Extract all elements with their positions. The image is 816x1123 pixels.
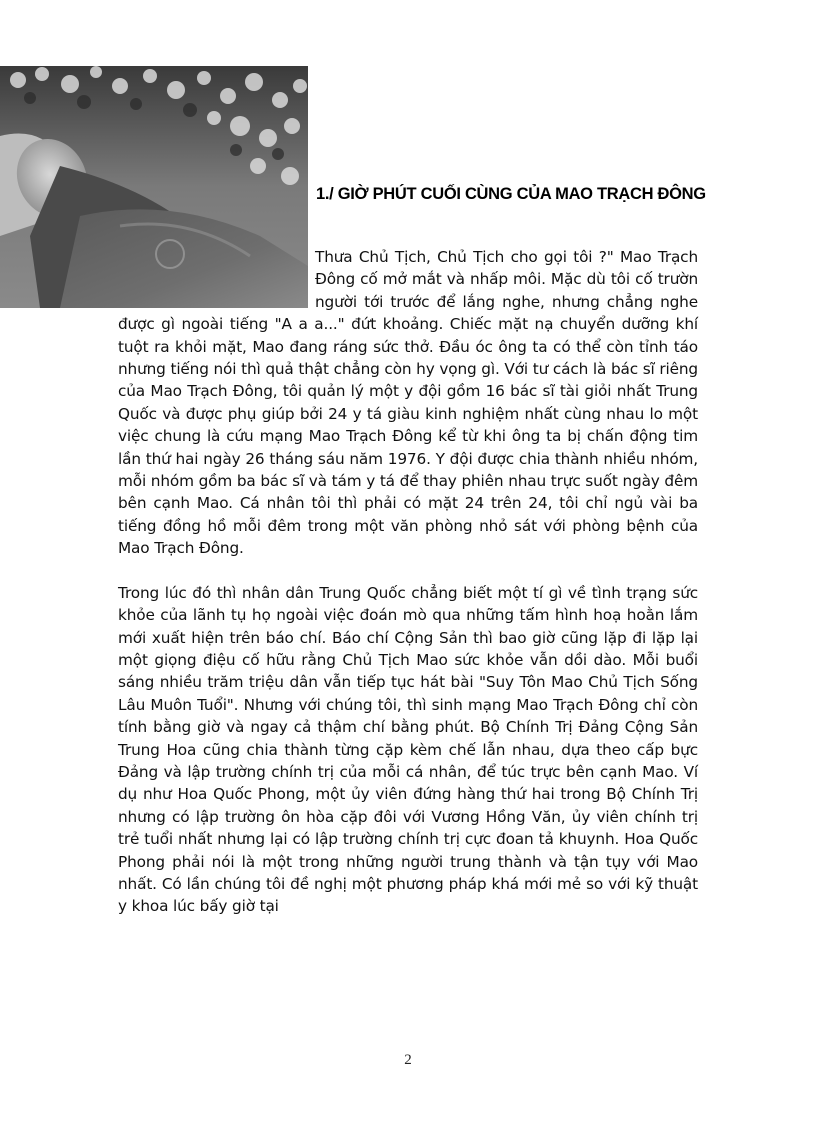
article-body <box>118 246 698 918</box>
paragraph: Trong lúc đó thì nhân dân Trung Quốc chẳng biết một tí gì về tình trạng sức khỏe của lãnh tụ họ ngoài việc đoán mò qua những tấm hình hoạ hoằn lắm mới xuất hiện trên báo chí. Báo chí Cộng Sản thì bao giờ cũng lặp đi lặp lại một giọng điệu cố hữu rằng Chủ Tịch Mao sức khỏe vẫn dồi dào. Mỗi buổi sáng nhiều trăm triệu dân vẫn tiếp tục hát bài "Suy Tôn Mao Chủ Tịch Sống Lâu Muôn Tuổi". Nhưng với chúng tôi, thì sinh mạng Mao Trạch Đông chỉ còn tính bằng giờ và ngay cả thậm chí bằng phút. Bộ Chính Trị Đảng Cộng Sản Trung Hoa cũng chia thành từng cặp kèm chế lẫn nhau, dựa theo cấp bực Đảng và lập trường chính trị của mỗi cá nhân, để túc trực bên cạnh Mao. Ví dụ như Hoa Quốc Phong, một ủy viên đứng hàng thứ hai trong Bộ Chính Trị nhưng có lập trường ôn hòa cặp đôi với Vương Hồng Văn, ủy viên chính trị trẻ tuổi nhất nhưng lại có lập trường chính trị cực đoan tả khuynh. Hoa Quốc Phong phải nói là một trong những người trung thành và tận tụy với Mao nhất. Có lần chúng tôi đề nghị một phương pháp khá mới mẻ so với kỹ thuật y khoa lúc bấy giờ tại <box>118 583 698 916</box>
page-title: 1./ GIỜ PHÚT CUỐI CÙNG CỦA MAO TRẠCH ĐÔNG <box>316 185 706 203</box>
photo-wrap-spacer <box>118 246 315 312</box>
paragraph: Thưa Chủ Tịch, Chủ Tịch cho gọi tôi ?" Mao Trạch Đông cố mở mắt và nhấp môi. Mặc dù tôi cố trườn người tới trước để lắng nghe, nhưng chẳng nghe được gì ngoài tiếng "A a a..." đứt khoảng. Chiếc mặt nạ chuyển dưỡng khí tuột ra khỏi mặt, Mao đang ráng sức thở. Đầu óc ông ta có thể còn tỉnh táo nhưng tiếng nói thì quả thật chẳng còn hy vọng gì. Với tư cách là bác sĩ riêng của Mao Trạch Đông, tôi quản lý một y đội gồm 16 bác sĩ tài giỏi nhất Trung Quốc và được phụ giúp bởi 24 y tá giàu kinh nghiệm nhất cùng nhau lo một việc chung là cứu mạng Mao Trạch Đông kể từ khi ông ta bị chấn động tim lần thứ hai ngày 26 tháng sáu năm 1976. Y đội được chia thành nhiều nhóm, mỗi nhóm gồm ba bác sĩ và tám y tá để thay phiên nhau trực suốt ngày đêm bên cạnh Mao. Cá nhân tôi thì phải có mặt 24 trên 24, tôi chỉ ngủ vài ba tiếng đồng hồ mỗi đêm trong một văn phòng nhỏ sát với phòng bệnh của Mao Trạch Đông. <box>118 248 698 558</box>
page-number: 2 <box>404 1052 412 1068</box>
